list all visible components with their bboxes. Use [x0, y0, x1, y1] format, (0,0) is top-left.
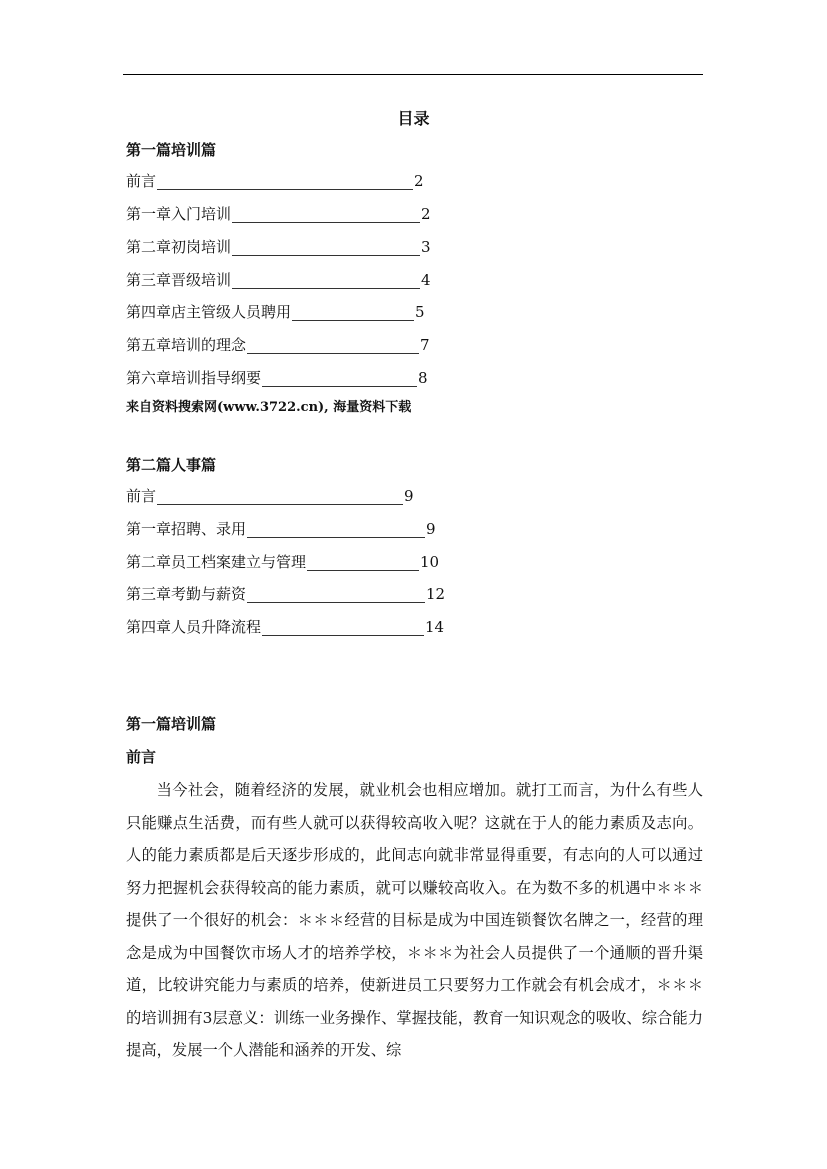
toc-entry[interactable]: [126, 303, 425, 321]
toc-entry-label: 第三章晋级培训: [126, 271, 232, 289]
toc-entry-label: 第二章员工档案建立与管理: [126, 553, 307, 571]
toc-entry-label: 前言: [126, 172, 157, 190]
toc-entry-page: 8: [418, 369, 428, 387]
toc-entry-page: 9: [404, 487, 414, 505]
toc-entry[interactable]: [126, 369, 428, 387]
toc-leader: [232, 208, 420, 223]
toc-leader: [232, 274, 420, 289]
toc-entry-label: 第六章培训指导纲要: [126, 369, 262, 387]
toc-title: 目录: [397, 109, 430, 128]
body-part-heading: 第一篇培训篇: [126, 715, 217, 733]
toc-entry[interactable]: [126, 553, 439, 571]
toc-entry-page: 3: [421, 238, 431, 256]
toc-entry-page: 12: [426, 585, 446, 603]
toc-entry-page: 14: [425, 618, 445, 636]
toc-entry[interactable]: [126, 271, 431, 289]
toc-entry-label: 前言: [126, 487, 157, 505]
toc-entry-label: 第二章初岗培训: [126, 238, 232, 256]
toc-leader: [307, 556, 419, 571]
toc-entry-page: 5: [415, 303, 425, 321]
toc-leader: [247, 523, 425, 538]
toc-entry[interactable]: [126, 487, 414, 505]
toc-leader: [157, 175, 413, 190]
toc-entry-label: 第五章培训的理念: [126, 336, 247, 354]
toc-entry[interactable]: [126, 336, 430, 354]
toc-entry-label: 第四章店主管级人员聘用: [126, 303, 292, 321]
toc-entry[interactable]: [126, 238, 431, 256]
toc-part2-heading: 第二篇人事篇: [126, 456, 217, 474]
toc-entry-page: 7: [420, 336, 430, 354]
source-watermark-line: 来自资料搜索网(www.3722.cn), 海量资料下载: [126, 400, 412, 415]
toc-entry[interactable]: [126, 205, 431, 223]
toc-entry-label: 第一章入门培训: [126, 205, 232, 223]
toc-entry-label: 第四章人员升降流程: [126, 618, 262, 636]
toc-leader: [157, 490, 403, 505]
toc-entry-page: 4: [421, 271, 431, 289]
toc-entry-page: 10: [420, 553, 440, 571]
toc-entry-page: 2: [421, 205, 431, 223]
toc-entry-label: 第三章考勤与薪资: [126, 585, 247, 603]
toc-leader: [262, 372, 417, 387]
toc-leader: [262, 621, 424, 636]
toc-entry-label: 第一章招聘、录用: [126, 520, 247, 538]
body-paragraph: 当今社会，随着经济的发展，就业机会也相应增加。就打工而言，为什么有些人只能赚点生活费，而有些人就可以获得较高收入呢？这就在于人的能力素质及志向。人的能力素质都是后天逐步形成的，此间志向就非常显得重要，有志向的人可以通过努力把握机会获得较高的能力素质，就可以赚较高收入。在为数不多的机遇中＊＊＊提供了一个很好的机会：＊＊＊经营的目标是成为中国连锁餐饮名牌之一，经营的理念是成为中国餐饮市场人才的培养学校，＊＊＊为社会人员提供了一个通顺的晋升渠道，比较讲究能力与素质的培养，使新进员工只要努力工作就会有机会成才，＊＊＊的培训拥有3层意义：训练一业务操作、掌握技能，教育一知识观念的吸收、综合能力提高，发展一个人潜能和涵养的开发、综: [126, 781, 703, 1059]
header-rule: [123, 74, 703, 75]
toc-part1-heading: 第一篇培训篇: [126, 141, 217, 159]
toc-leader: [247, 339, 419, 354]
toc-entry[interactable]: [126, 585, 445, 603]
toc-entry-page: 2: [414, 172, 424, 190]
body-section-heading: 前言: [126, 748, 157, 766]
toc-entry[interactable]: [126, 618, 444, 636]
toc-entry[interactable]: [126, 520, 436, 538]
toc-leader: [292, 306, 414, 321]
toc-leader: [232, 241, 420, 256]
toc-entry[interactable]: [126, 172, 424, 190]
toc-entry-page: 9: [426, 520, 436, 538]
toc-leader: [247, 588, 425, 603]
